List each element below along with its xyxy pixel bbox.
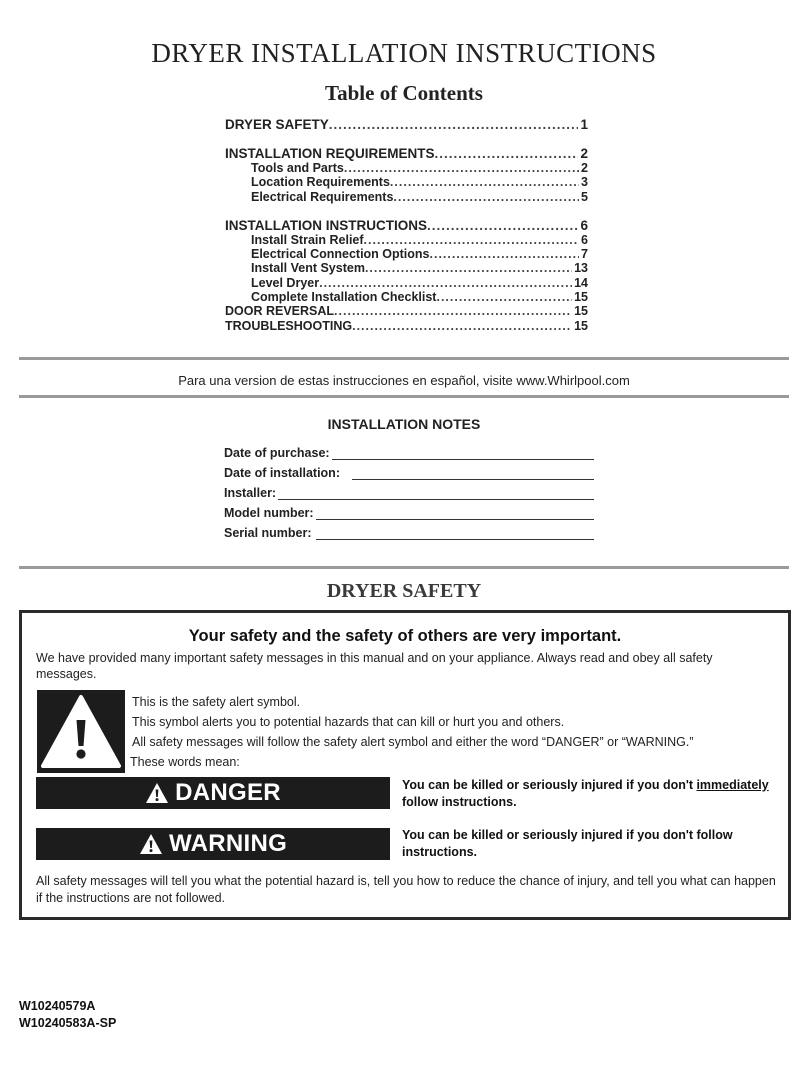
- toc-entry-label: INSTALLATION REQUIREMENTS: [225, 146, 435, 161]
- note-field: [224, 520, 594, 540]
- toc-heading: Table of Contents: [325, 81, 483, 105]
- danger-description: [402, 777, 782, 811]
- toc-entry-label: Complete Installation Checklist: [251, 290, 437, 305]
- toc-subentry[interactable]: [225, 233, 588, 247]
- alert-explanation: [132, 693, 782, 773]
- note-blank-line[interactable]: [316, 527, 594, 540]
- note-field-label: Model number:: [224, 506, 314, 520]
- toc-subentry[interactable]: [225, 261, 588, 275]
- note-field-label: Date of purchase:: [224, 446, 330, 460]
- toc-entry-label: Install Strain Relief: [251, 232, 364, 247]
- toc-leader: [393, 190, 579, 204]
- toc-entry-page: 6: [581, 232, 588, 247]
- toc-leader: [352, 319, 572, 333]
- toc-entry-label: Electrical Requirements: [251, 189, 394, 204]
- toc-entry-page: 5: [581, 189, 588, 204]
- warning-triangle-icon: [37, 690, 125, 773]
- toc-entry-label: Tools and Parts: [251, 161, 344, 175]
- divider: [19, 357, 789, 360]
- note-field: [224, 460, 594, 480]
- note-field-label: Date of installation:: [224, 466, 340, 480]
- note-field: [224, 480, 594, 500]
- divider: [19, 395, 789, 398]
- note-blank-line[interactable]: [332, 447, 594, 460]
- warning-label: WARNING: [168, 830, 288, 857]
- divider: [19, 566, 789, 569]
- toc-entry[interactable]: [225, 146, 588, 161]
- alert-line: All safety messages will follow the safety alert symbol and either the word “DANGER” or “WARNING.”: [132, 735, 694, 749]
- document-codes: [19, 998, 116, 1032]
- toc-leader: [430, 247, 580, 261]
- toc-entry-label: Install Vent System: [251, 261, 365, 276]
- toc-entry-page: 15: [574, 318, 588, 333]
- safety-box-heading: Your safety and the safety of others are very important.: [188, 627, 622, 645]
- danger-label: DANGER: [175, 779, 281, 806]
- toc-leader: [334, 304, 572, 318]
- installation-notes: [224, 440, 594, 540]
- toc-subentry[interactable]: [225, 175, 588, 189]
- safety-box: [19, 610, 791, 920]
- installation-notes-heading: INSTALLATION NOTES: [327, 416, 481, 432]
- spanish-note: Para una version de estas instrucciones en español, visite www.Whirlpool.com: [178, 373, 630, 388]
- safety-intro: We have provided many important safety messages in this manual and on your appliance. Always read and obey all safety messages.: [36, 651, 713, 681]
- toc-leader: [329, 117, 579, 132]
- toc-leader: [365, 261, 572, 275]
- toc-entry-label: Level Dryer: [251, 275, 320, 290]
- toc-entry-page: 1: [580, 117, 588, 132]
- safety-alert-icon: [37, 690, 125, 773]
- toc-entry-label: DRYER SAFETY: [225, 117, 329, 132]
- toc-entry-label: INSTALLATION INSTRUCTIONS: [225, 217, 427, 233]
- toc-entry-label: Location Requirements: [251, 175, 390, 190]
- toc-entry-label: TROUBLESHOOTING: [225, 318, 353, 333]
- toc-leader: [436, 290, 572, 304]
- note-blank-line[interactable]: [352, 467, 594, 480]
- danger-text: You can be killed or seriously injured if you don't: [402, 778, 697, 792]
- toc-entry[interactable]: [225, 304, 588, 318]
- warning-description: You can be killed or seriously injured if you don't follow instructions.: [402, 828, 733, 859]
- note-field-label: Installer:: [224, 486, 277, 500]
- alert-line: This symbol alerts you to potential hazards that can kill or hurt you and others.: [132, 715, 565, 729]
- toc-subentry[interactable]: [225, 247, 588, 261]
- toc-leader: [427, 218, 578, 233]
- danger-text: follow instructions.: [402, 795, 517, 809]
- document-code: W10240579A: [19, 999, 96, 1013]
- toc-leader: [435, 146, 579, 161]
- document-code: W10240583A-SP: [19, 1016, 117, 1030]
- toc-leader: [319, 276, 572, 290]
- danger-text-emphasis: immediately: [696, 778, 769, 792]
- toc-entry-page: 6: [580, 217, 588, 233]
- alert-line: This is the safety alert symbol.: [132, 695, 301, 709]
- toc-entry-page: 2: [580, 146, 588, 161]
- alert-line: These words mean:: [130, 755, 240, 769]
- toc-entry-page: 3: [581, 175, 588, 190]
- alert-triangle-icon: [139, 833, 163, 855]
- note-field: [224, 440, 594, 460]
- toc-entry-page: 13: [574, 261, 588, 276]
- toc-subentry[interactable]: [225, 190, 588, 204]
- toc-entry[interactable]: [225, 319, 588, 333]
- toc-entry[interactable]: [225, 117, 588, 132]
- danger-badge: [36, 777, 390, 809]
- note-field-label: Serial number:: [224, 526, 312, 540]
- safety-outro: All safety messages will tell you what the potential hazard is, tell you how to reduce the chance of injury, and tell you what can happen if the instructions are not followed.: [36, 874, 776, 905]
- toc-entry-page: 2: [581, 161, 588, 175]
- toc-entry-label: DOOR REVERSAL: [225, 304, 335, 319]
- note-field: [224, 500, 594, 520]
- toc-subentry[interactable]: [225, 161, 588, 175]
- note-blank-line[interactable]: [316, 507, 594, 520]
- alert-triangle-icon: [145, 782, 169, 804]
- dryer-safety-heading: DRYER SAFETY: [326, 580, 482, 602]
- toc-entry-label: Electrical Connection Options: [251, 247, 430, 262]
- note-blank-line[interactable]: [278, 487, 594, 500]
- toc-entry[interactable]: [225, 218, 588, 233]
- toc-entry-page: 14: [574, 275, 588, 290]
- page-title: DRYER INSTALLATION INSTRUCTIONS: [151, 38, 657, 68]
- toc-leader: [344, 161, 579, 175]
- toc-leader: [364, 233, 580, 247]
- table-of-contents: [225, 117, 588, 333]
- toc-leader: [390, 175, 579, 189]
- toc-subentry[interactable]: [225, 276, 588, 290]
- warning-badge: [36, 828, 390, 860]
- toc-entry-page: 7: [581, 247, 588, 262]
- toc-entry-page: 15: [574, 290, 588, 305]
- toc-entry-page: 15: [574, 304, 588, 319]
- toc-subentry[interactable]: [225, 290, 588, 304]
